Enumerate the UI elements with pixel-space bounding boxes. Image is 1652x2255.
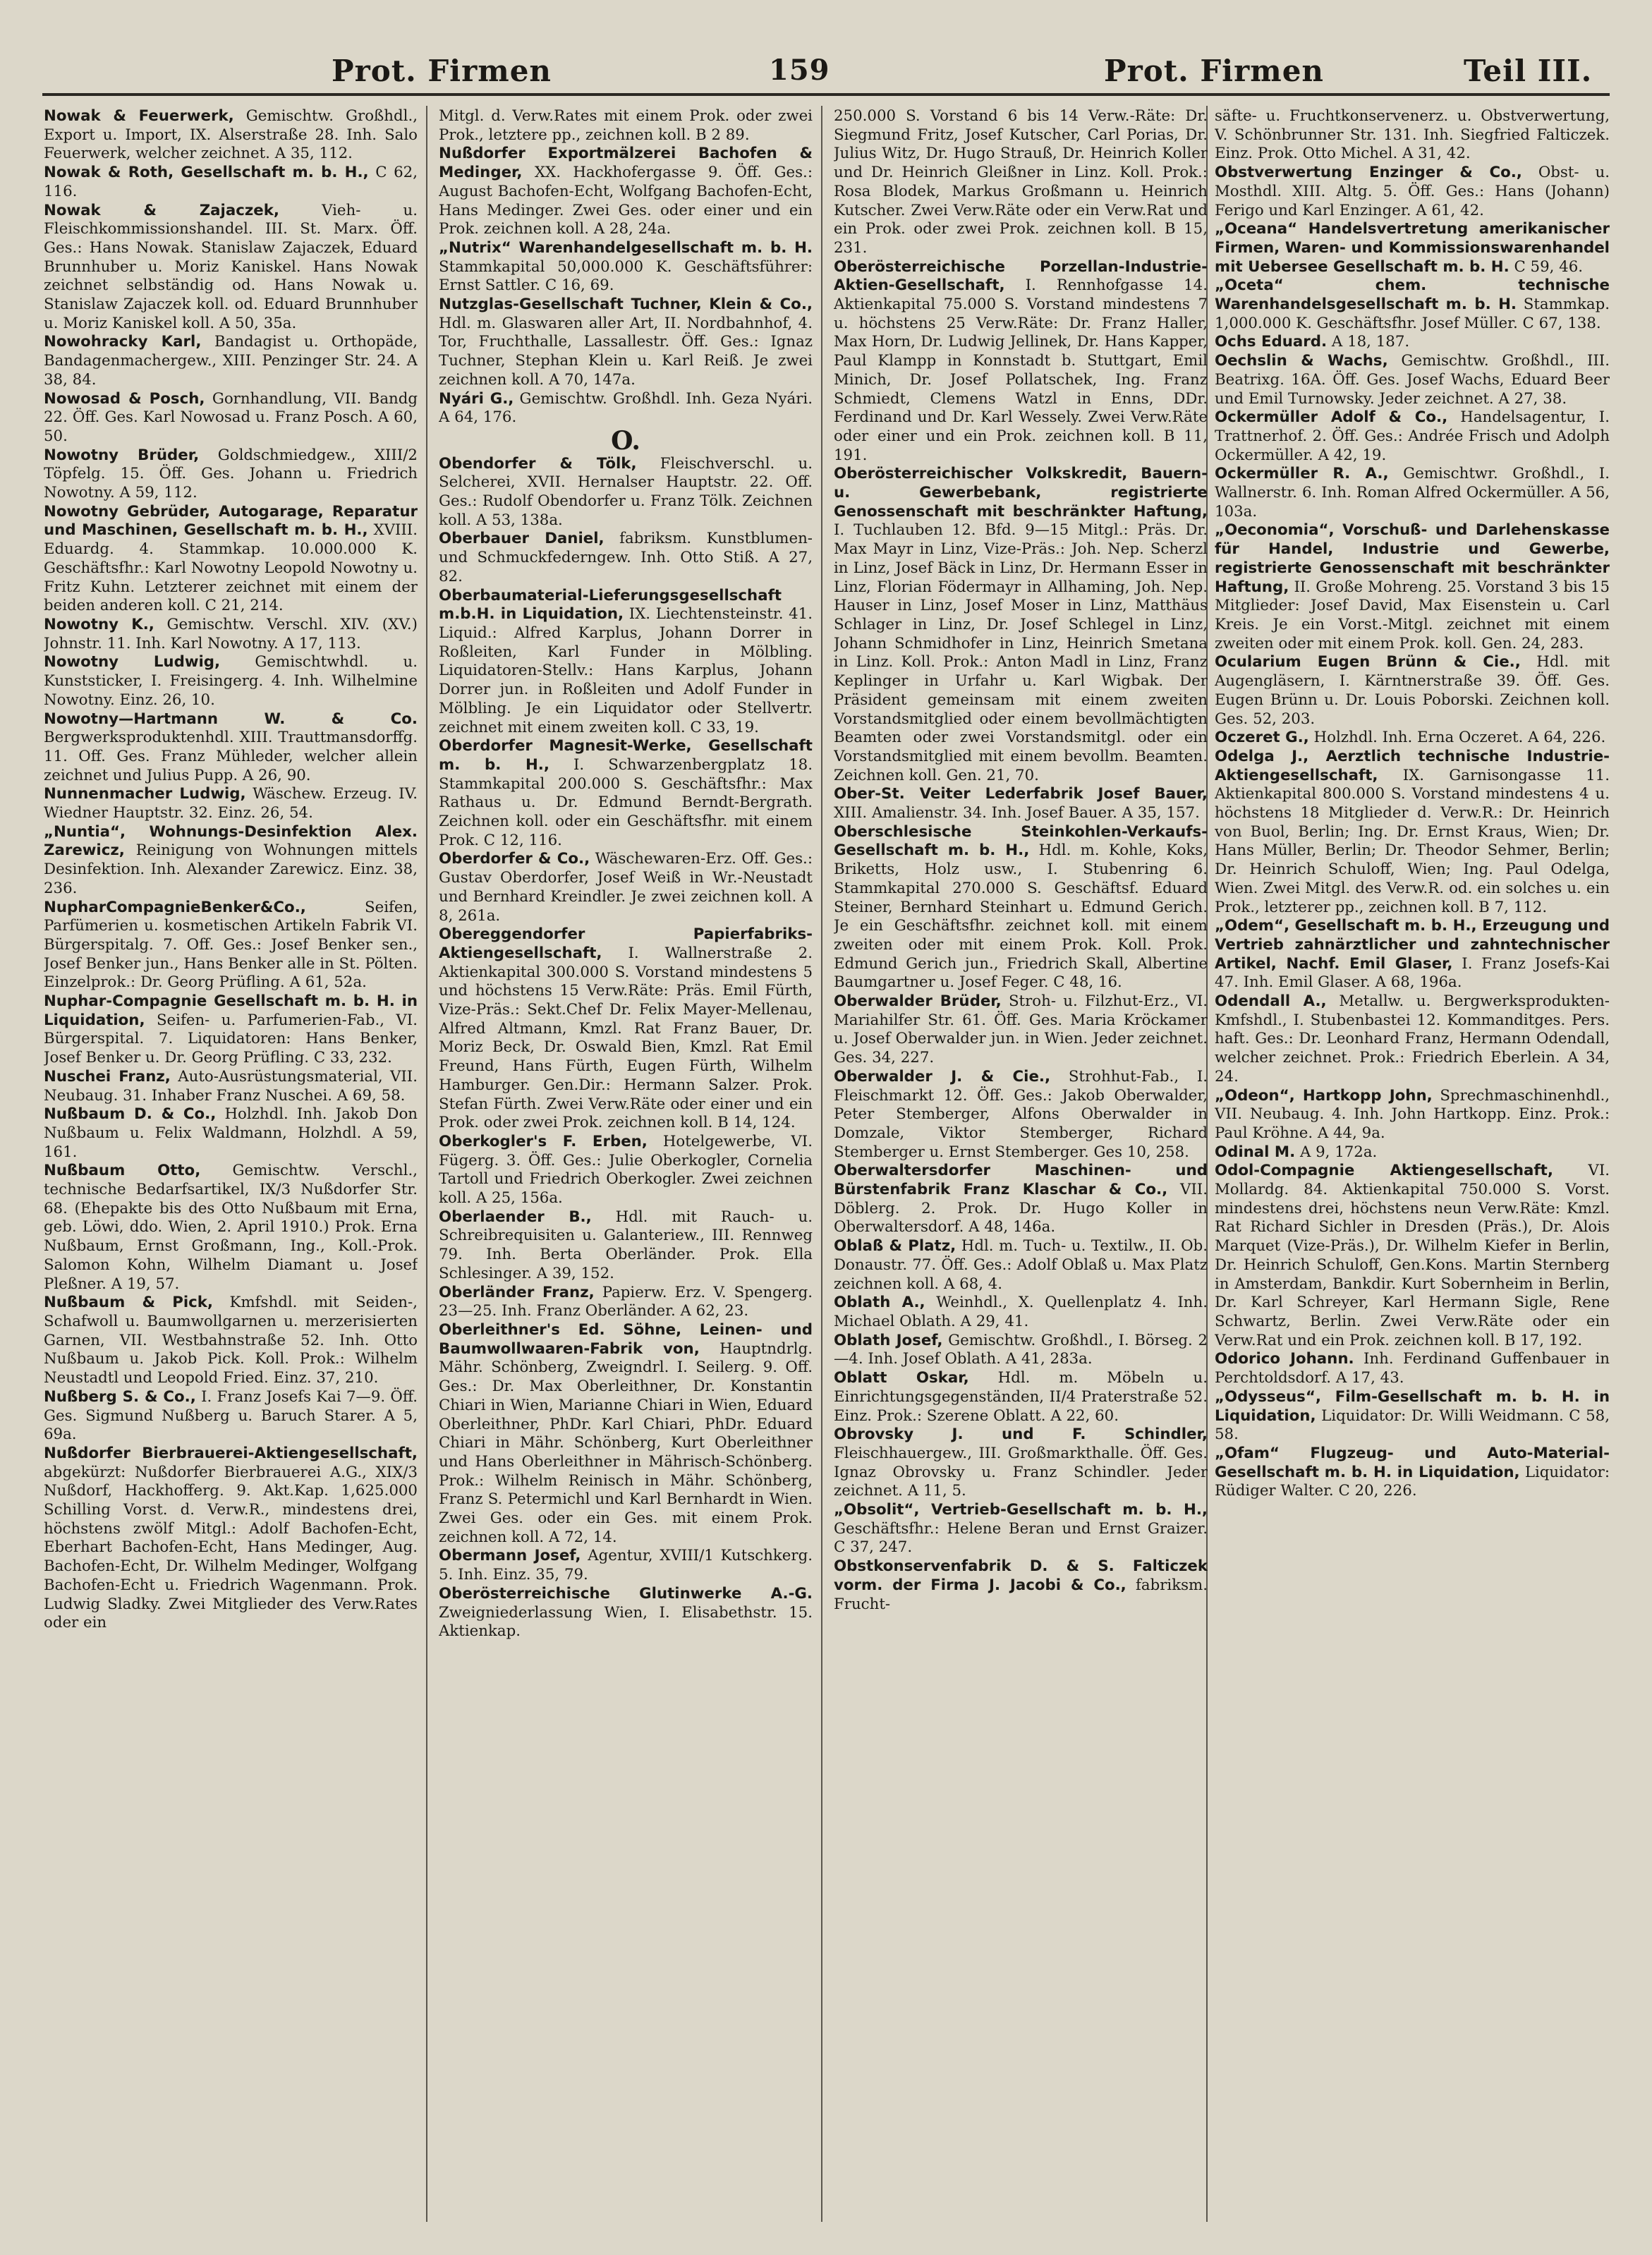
- directory-entry: [439, 1547, 813, 1584]
- entry-details: Gemischtw. Großhdl., I. Börseg. 2—4. Inh. Josef Oblath. A 41, 283a.: [834, 1331, 1208, 1368]
- entry-details: Gornhandlung, VII. Bandg 22. Öff. Ges. Karl Nowosad u. Franz Posch. A 60, 50.: [44, 389, 418, 445]
- entry-details: Stroh- u. Filzhut-Erz., VI. Mariahilfer Str. 61. Öff. Ges. Maria Kröckamer u. Josef Oberwalder jun. in Wien. Jeder zeichnet. Ges. 34, 227.: [834, 992, 1208, 1067]
- directory-entry: [1215, 1445, 1610, 1501]
- directory-entry: [44, 616, 418, 653]
- directory-entry: [1215, 276, 1610, 333]
- directory-entry: [1215, 352, 1610, 408]
- firm-name: Oberbauer Daniel,: [439, 530, 605, 548]
- entry-details: Auto-Ausrüstungsmaterial, VII. Neubaug. 31. Inhaber Franz Nuschei. A 69, 58.: [44, 1067, 418, 1105]
- entry-details: abgekürzt: Nußdorfer Bierbrauerei A.G., XIX/3 Nußdorf, Hackhofferg. 9. Akt.Kap. 1,625.000 Schilling Vorst. d. Verw.R., mindestens drei, höchstens zwölf Mitgl.: Adolf Bachofen-Echt, Eberhart Bachofen-Echt, Hans Medinger, Aug. Bachofen-Echt, Dr. Wilhelm Medinger, Wolfgang Bachofen-Echt u. Friedrich Wagenmann. Prok. Ludwig Sladky. Zwei Mitglieder des Verw.Rates oder ein: [44, 1463, 418, 1632]
- entry-details: fabriksm. Frucht-: [834, 1576, 1208, 1613]
- firm-name: Obrovsky J. und F. Schindler,: [834, 1426, 1208, 1444]
- firm-name: Nußdorfer Exportmälzerei Bachofen & Medinger,: [439, 145, 813, 182]
- firm-name: Ockermüller R. A.,: [1215, 465, 1389, 483]
- firm-name: Oblaß & Platz,: [834, 1237, 956, 1256]
- directory-entry: [834, 258, 1208, 466]
- directory-entry: [439, 455, 813, 530]
- firm-name: Oberbaumaterial-Lieferungsgesellschaft m.b.H. in Liquidation,: [439, 586, 782, 624]
- entry-details: Stammkapital 50,000.000 K. Geschäftsführer: Ernst Sattler. C 16, 69.: [439, 257, 813, 295]
- directory-entry: [1215, 1087, 1610, 1143]
- directory-entry: [44, 653, 418, 710]
- entry-details: IX. Liechtensteinstr. 41. Liquid.: Alfred Karplus, Johann Dorrer in Roßleiten, Karl Funder in Mölbling. Liquidatoren-Stellv.: Hans Karplus, Johann Dorrer jun. in Roßleiten und Adolf Funder in Mölbling. Je ein Liquidator oder Stellvertr. zeichnet mit einem zweiten koll. C 33, 19.: [439, 605, 813, 736]
- entry-details: Gemischtw. Großhdl., Export u. Import, IX. Alserstraße 28. Inh. Salo Feuerwerk, welcher zeichnet. A 35, 112.: [44, 107, 418, 163]
- firm-name: Oberdorfer Magnesit-Werke, Gesellschaft m. b. H.,: [439, 737, 813, 774]
- directory-entry: [44, 107, 418, 164]
- entry-details: Hdl. m. Glaswaren aller Art, II. Nordbahnhof, 4. Tor, Fruchthalle, Lassallestr. Öff. Ges.: Ignaz Tuchner, Stephan Klein u. Karl Reiß. Je zwei zeichnen koll. A 70, 147a.: [439, 314, 813, 389]
- directory-entry: [1215, 107, 1610, 164]
- directory-entry: [439, 737, 813, 850]
- entry-details: fabriksm. Kunstblumen- und Schmuckfederngew. Inh. Otto Stiß. A 27, 82.: [439, 530, 813, 585]
- firm-name: Nowotny Ludwig,: [44, 653, 221, 671]
- directory-entry: [834, 107, 1208, 258]
- directory-entry: [44, 1445, 418, 1633]
- entry-details: Wäschewaren-Erz. Off. Ges.: Gustav Oberdorfer, Josef Weiß in Wr.-Neustadt und Bernhard Kreindler. Je zwei zeichnen koll. A 8, 261a.: [439, 850, 813, 925]
- entry-details: Hdl. mit Rauch- u. Schreibrequisiten u. Galanteriew., III. Rennweg 79. Inh. Berta Oberländer. Prok. Ella Schlesinger. A 39, 152.: [439, 1208, 813, 1282]
- directory-entry: [834, 1068, 1208, 1162]
- entry-details: Hdl. m. Kohle, Koks, Briketts, Holz usw., I. Stubenring 6. Stammkapital 270.000 S. Geschäftsf. Eduard Steiner, Bernhard Steinhart u. Edmund Gerich. Je ein Geschäftsfhr. zeichnet koll. mit einem zweiten oder mit einem Prok. Koll. Prok. Edmund Gerich jun., Friedrich Skall, Albertine Baumgartner u. Josef Feger. C 48, 16.: [834, 841, 1208, 992]
- entry-details: VI. Mollardg. 84. Aktienkapital 750.000 S. Vorst. mindestens drei, höchstens neun Verw.Räte: Kmzl. Rat Richard Sichler in Dresden (Präs.), Dr. Alois Marquet (Vize-Präs.), Dr. Wilhelm Kiefer in Berlin, Dr. Heinrich Schuloff, Gen.Kons. Martin Sternberg in Amsterdam, Bankdir. Kurt Sobernheim in Berlin, Dr. Karl Schreyer, Karl Hermann Sigle, Rene Schwartz, Berlin. Zwei Verw.Räte oder ein Verw.Rat und ein Prok. zeichnen koll. B 17, 192.: [1215, 1162, 1610, 1349]
- firm-name: Oberdorfer & Co.,: [439, 850, 590, 868]
- entry-details: Geschäftsfhr.: Helene Beran und Ernst Graizer. C 37, 247.: [834, 1519, 1208, 1557]
- firm-name: Oberwalder Brüder,: [834, 992, 1002, 1011]
- directory-entry: [1215, 408, 1610, 465]
- firm-name: Oczeret G.,: [1215, 729, 1309, 747]
- directory-entry: [44, 1162, 418, 1294]
- entry-details: C 62, 116.: [44, 164, 418, 200]
- directory-entry: [1215, 1143, 1610, 1162]
- directory-entry: [834, 1557, 1208, 1614]
- header-right-title: Prot. Firmen: [1104, 54, 1324, 88]
- entry-details: Stammkap. 1,000.000 K. Geschäftsfhr. Josef Müller. C 67, 138.: [1215, 296, 1610, 332]
- entry-details: Fleischhauergew., III. Großmarkthalle. Öff. Ges. Ignaz Obrovsky u. Franz Schindler. Jeder zeichnet. A 11, 5.: [834, 1444, 1208, 1500]
- firm-name: Oberösterreichische Porzellan-Industrie-Aktien-Gesellschaft,: [834, 257, 1208, 295]
- entry-details: Hdl. m. Tuch- u. Textilw., II. Ob. Donaustr. 77. Öff. Ges.: Adolf Oblaß u. Max Platz zeichnen koll. A 68, 4.: [834, 1237, 1208, 1293]
- directory-entry: [44, 1294, 418, 1388]
- firm-name: Obendorfer & Tölk,: [439, 454, 637, 473]
- firm-name: Odol-Compagnie Aktiengesellschaft,: [1215, 1162, 1553, 1180]
- firm-name: Nunnenmacher Ludwig,: [44, 785, 246, 803]
- firm-name: Oberlaender B.,: [439, 1208, 592, 1226]
- entry-details: Gemischtwr. Großhdl., I. Wallnerstr. 6. Inh. Roman Alfred Ockermüller. A 56, 103a.: [1215, 465, 1610, 521]
- firm-name: Ocularium Eugen Brünn & Cie.,: [1215, 653, 1521, 671]
- firm-name: „Obsolit“, Vertrieb-Gesellschaft m. b. H.,: [834, 1501, 1208, 1519]
- entry-details: IX. Garnisongasse 11. Aktienkapital 800.000 S. Vorstand mindestens 4 u. höchstens 18 Mitglieder d. Verw.R.: Dr. Heinrich von Buol, Berlin; Ing. Dr. Ernst Kraus, Wien; Dr. Hans Müller, Berlin; Dr. Theodor Sehmer, Berlin; Dr. Heinrich Schuloff, Wien; Ing. Paul Odelga, Wien. Zwei Mitgl. des Verw.R. od. ein solches u. ein Prok., letzterer pp., zeichnen koll. B 7, 112.: [1215, 766, 1610, 916]
- firm-name: Nowak & Roth, Gesellschaft m. b. H.,: [44, 164, 369, 182]
- firm-name: „Oceta“ chem. technische Warenhandelsgesellschaft m. b. H.: [1215, 276, 1610, 314]
- directory-entry: [1215, 333, 1610, 352]
- entry-details: Handelsagentur, I. Trattnerhof. 2. Öff. Ges.: Andrée Frisch und Adolph Ockermüller. A 42, 19.: [1215, 408, 1610, 464]
- directory-entry: [1215, 164, 1610, 220]
- entry-details: Gemischtw. Großhdl., III. Beatrixg. 16A. Öff. Ges. Josef Wachs, Eduard Beer und Emil Turnowsky. Jeder zeichnet. A 27, 38.: [1215, 352, 1610, 408]
- firm-name: „Oceana“ Handelsvertretung amerikanischer Firmen, Waren- und Kommissionswarenhandel mit Uebersee Gesellschaft m. b. H.: [1215, 220, 1610, 276]
- firm-name: „Oeconomia“, Vorschuß- und Darlehenskasse für Handel, Industrie und Gewerbe, registrierte Genossenschaft mit beschränkter Haftung,: [1215, 521, 1610, 596]
- column-2: [439, 107, 813, 2216]
- firm-name: „Ofam“ Flugzeug- und Auto-Material-Gesellschaft m. b. H. in Liquidation,: [1215, 1444, 1610, 1481]
- entry-details: Vieh- u. Fleischkommissionshandel. III. St. Marx. Öff. Ges.: Hans Nowak. Stanislaw Zajaczek, Eduard Brunnhuber u. Moriz Kaniskel. Hans Nowak zeichnet selbständig od. Hans Nowak u. Stanislaw Zajaczek koll. od. Eduard Brunnhuber u. Moriz Kaniskel koll. A 50, 35a.: [44, 201, 418, 332]
- entry-details: Seifen- u. Parfumerien-Fab., VI. Bürgerspital. 7. Liquidatoren: Hans Benker, Josef Benker u. Dr. Georg Prüfling. C 33, 232.: [44, 1011, 418, 1067]
- entry-details: Reinigung von Wohnungen mittels Desinfektion. Inh. Alexander Zarewicz. Einz. 38, 236.: [44, 841, 418, 897]
- page-header: [0, 47, 1652, 96]
- firm-name: Oberkogler's F. Erben,: [439, 1132, 648, 1150]
- firm-name: Oberösterreichischer Volkskredit, Bauern- u. Gewerbebank, registrierte Genossenschaft mit beschränkter Haftung,: [834, 465, 1208, 521]
- directory-entry: [834, 1501, 1208, 1557]
- firm-name: Nowotny—Hartmann W. & Co.: [44, 710, 418, 728]
- entry-details: Mitgl. d. Verw.Rates mit einem Prok. oder zwei Prok., letztere pp., zeichnen koll. B 2 89.: [439, 107, 813, 144]
- entry-details: VII. Döblerg. 2. Prok. Dr. Hugo Koller in Oberwaltersdorf. A 48, 146a.: [834, 1181, 1208, 1236]
- directory-entry: [439, 1208, 813, 1284]
- directory-entry: [439, 1585, 813, 1641]
- entry-details: Liquidator: Rüdiger Walter. C 20, 226.: [1215, 1463, 1610, 1500]
- entry-details: Hauptndrlg. Mähr. Schönberg, Zweigndrl. I. Seilerg. 9. Off. Ges.: Dr. Max Oberleithner, Dr. Konstantin Chiari in Wien, Marianne Chiari in Wien, Eduard Oberleithner, PhDr. Karl Chiari, PhDr. Eduard Chiari in Mähr. Schönberg, Kurt Oberleithner und Hans Oberleithner in Mährisch-Schönberg. Prok.: Wilhelm Reinisch in Mähr. Schönberg, Franz S. Petermichl und Karl Bernhardt in Wien. Zwei Ges. oder ein Ges. mit einem Prok. zeichnen koll. A 72, 14.: [439, 1339, 813, 1546]
- firm-name: „Odem“, Gesellschaft m. b. H., Erzeugung und Vertrieb zahnärztlicher und zahntechnischer Artikel, Nachf. Emil Glaser,: [1215, 917, 1610, 973]
- column-1: [44, 107, 418, 2216]
- directory-entry: [1215, 748, 1610, 917]
- section-letter: O.: [611, 425, 640, 456]
- firm-name: Oberleithner's Ed. Söhne, Leinen- und Baumwollwaaren-Fabrik von,: [439, 1321, 813, 1358]
- entry-details: Gemischtwhdl. u. Kunststicker, I. Freisingerg. 4. Inh. Wilhelmine Nowotny. Einz. 26, 10.: [44, 653, 418, 709]
- directory-entry: [834, 1237, 1208, 1294]
- entry-details: Holzhdl. Inh. Jakob Don Nußbaum u. Felix Waldmann, Holzhdl. A 59, 161.: [44, 1105, 418, 1161]
- entry-details: Gemischtw. Großhdl. Inh. Geza Nyári. A 64, 176.: [439, 389, 813, 427]
- directory-entry: [44, 992, 418, 1068]
- directory-entry: [439, 390, 813, 427]
- entry-details: I. Rennhofgasse 14. Aktienkapital 75.000 S. Vorstand mindestens 7 u. höchstens 25 Verw.Räte: Dr. Franz Haller, Max Horn, Dr. Ludwig Jellinek, Dr. Hans Kapper, Paul Klampp in Konnstadt b. Stuttgart, Emil Minich, Dr. Josef Pollatschek, Ing. Franz Schmiedt, Clemens Watzl in Enns, DDr. Ferdinand und Dr. Karl Wessely. Zwei Verw.Räte oder einer und ein Prok. zeichnen koll. B 11, 191.: [834, 276, 1208, 464]
- firm-name: Ockermüller Adolf & Co.,: [1215, 408, 1448, 427]
- directory-entry: [44, 823, 418, 899]
- entry-details: C 59, 46.: [1509, 257, 1584, 276]
- directory-entry: [44, 390, 418, 446]
- firm-name: Nowosad & Posch,: [44, 389, 205, 408]
- entry-details: Metallw. u. Bergwerksprodukten-Kmfshdl., I. Stubenbastei 12. Kommanditges. Pers. haft. Ges.: Dr. Leonhard Franz, Hermann Odendall, welcher zeichnet. Prok.: Friedrich Eberlein. A 34, 24.: [1215, 992, 1610, 1086]
- firm-name: Odorico Johann.: [1215, 1350, 1354, 1368]
- directory-entry: [834, 465, 1208, 785]
- directory-entry: [44, 785, 418, 822]
- directory-entry: [439, 1321, 813, 1547]
- entry-details: Agentur, XVIII/1 Kutschkerg. 5. Inh. Einz. 35, 79.: [439, 1547, 813, 1584]
- entry-details: Hotelgewerbe, VI. Fügerg. 3. Öff. Ges.: Julie Oberkogler, Cornelia Tartoll und Friedrich Oberkogler. Zwei zeichnen koll. A 25, 156a.: [439, 1132, 813, 1208]
- firm-name: Oberwalder J. & Cie.,: [834, 1067, 1051, 1086]
- directory-entry: [834, 1332, 1208, 1369]
- directory-entry: [1215, 1350, 1610, 1387]
- entry-details: Hdl. mit Augengläsern, I. Kärntnerstraße 39. Öff. Ges. Eugen Brünn u. Dr. Louis Poborski. Zeichnen koll. Ges. 52, 203.: [1215, 653, 1610, 728]
- firm-name: „Nuntia“, Wohnungs-Desinfektion Alex. Zarewicz,: [44, 822, 418, 860]
- directory-entry: [1215, 729, 1610, 748]
- firm-name: Nuphar-Compagnie Gesellschaft m. b. H. in Liquidation,: [44, 992, 418, 1029]
- firm-name: Nowotny K.,: [44, 615, 154, 633]
- page-number: 159: [769, 54, 830, 87]
- directory-entry: [439, 530, 813, 586]
- firm-name: Oblatt Oskar,: [834, 1369, 969, 1387]
- directory-entry: [1215, 1162, 1610, 1350]
- firm-name: Oechslin & Wachs,: [1215, 352, 1388, 370]
- entry-details: Weinhdl., X. Quellenplatz 4. Inh. Michael Oblath. A 29, 41.: [834, 1294, 1208, 1330]
- entry-details: Holzhdl. Inh. Erna Oczeret. A 64, 226.: [1308, 729, 1606, 747]
- firm-name: Nußbaum Otto,: [44, 1162, 201, 1180]
- entry-details: XIII. Amalienstr. 34. Inh. Josef Bauer. A 35, 157.: [834, 804, 1200, 822]
- entry-details: Strohhut-Fab., I. Fleischmarkt 12. Öff. Ges.: Jakob Oberwalder, Peter Stemberger, Alfons Oberwalder in Domzale, Viktor Stemberger, Richard Stemberger u. Ernst Stemberger. Ges 10, 258.: [834, 1067, 1208, 1161]
- entry-details: I. Schwarzenbergplatz 18. Stammkapital 200.000 S. Geschäftsfhr.: Max Rathaus u. Dr. Edmund Berndt-Bergrath. Zeichnen koll. oder ein Geschäftsfhr. mit einem Prok. C 12, 116.: [439, 755, 813, 849]
- directory-entry: [44, 446, 418, 503]
- directory-entry: [439, 925, 813, 1133]
- directory-entry: [439, 587, 813, 738]
- directory-entry: [834, 1294, 1208, 1331]
- directory-entry: [834, 1162, 1208, 1237]
- directory-entry: [44, 1388, 418, 1445]
- firm-name: Oberwaltersdorfer Maschinen- und Bürstenfabrik Franz Klaschar & Co.,: [834, 1162, 1208, 1199]
- directory-entry: [44, 202, 418, 334]
- directory-entry: [44, 1105, 418, 1162]
- firm-name: Odelga J., Aerztlich technische Industrie-Aktiengesellschaft,: [1215, 747, 1610, 784]
- firm-name: NupharCompagnieBenker&Co.,: [44, 898, 306, 916]
- firm-name: Oberländer Franz,: [439, 1283, 595, 1301]
- firm-name: Ochs Eduard.: [1215, 333, 1328, 351]
- directory-entry: [1215, 521, 1610, 653]
- firm-name: Obstkonservenfabrik D. & S. Falticzek vorm. der Firma J. Jacobi & Co.,: [834, 1557, 1208, 1594]
- directory-entry: [439, 850, 813, 925]
- firm-name: „Odeon“, Hartkopp John,: [1215, 1086, 1433, 1105]
- entry-details: Gemischtw. Verschl. XIV. (XV.) Johnstr. 11. Inh. Karl Nowotny. A 17, 113.: [44, 615, 418, 652]
- firm-name: Oberschlesische Steinkohlen-Verkaufs-Gesellschaft m. b. H.,: [834, 822, 1208, 860]
- directory-entry: [834, 992, 1208, 1068]
- entry-details: Inh. Ferdinand Guffenbauer in Perchtoldsdorf. A 17, 43.: [1215, 1350, 1610, 1387]
- directory-entry: [439, 1284, 813, 1321]
- directory-entry: [44, 503, 418, 616]
- firm-name: Odendall A.,: [1215, 992, 1327, 1011]
- directory-entry: [834, 1426, 1208, 1501]
- directory-entry: [1215, 1388, 1610, 1445]
- entry-details: Bergwerksproduktenhdl. XIII. Trauttmansdorffg. 11. Off. Ges. Franz Mühleder, welcher allein zeichnet und Julius Pupp. A 26, 90.: [44, 729, 418, 784]
- entry-details: Goldschmiedgew., XIII/2 Töpfelg. 15. Öff. Ges. Johann u. Friedrich Nowotny. A 59, 112.: [44, 446, 418, 502]
- firm-name: Nowotny Gebrüder, Autogarage, Reparatur und Maschinen, Gesellschaft m. b. H.,: [44, 502, 418, 540]
- firm-name: Nußdorfer Bierbrauerei-Aktiengesellschaft,: [44, 1444, 418, 1462]
- entry-details: Zweigniederlassung Wien, I. Elisabethstr. 15. Aktienkap.: [439, 1603, 813, 1641]
- entry-details: 250.000 S. Vorstand 6 bis 14 Verw.-Räte: Dr. Siegmund Fritz, Josef Kutscher, Carl Porias, Dr. Julius Witz, Dr. Hugo Strauß, Dr. Heinrich Koller und Dr. Heinrich Gleißner in Linz. Koll. Prok.: Rosa Blodek, Markus Großmann u. Heinrich Kutscher. Zwei Verw.Räte oder ein Verw.Rat und ein Prok. oder zwei Prok. zeichnen koll. B 15, 231.: [834, 107, 1208, 257]
- directory-entry: [44, 1068, 418, 1105]
- header-rule: [42, 93, 1610, 96]
- directory-entry: [44, 899, 418, 993]
- firm-name: „Nutrix“ Warenhandelgesellschaft m. b. H.: [439, 238, 813, 257]
- firm-name: Nowotny Brüder,: [44, 446, 200, 464]
- directory-entry: [44, 164, 418, 201]
- entry-details: A 18, 187.: [1327, 333, 1410, 351]
- directory-entry: [1215, 917, 1610, 992]
- header-left-title: Prot. Firmen: [332, 54, 552, 88]
- directory-entry: [834, 1369, 1208, 1426]
- firm-name: Nußberg S. & Co.,: [44, 1387, 196, 1406]
- firm-name: Oblath A.,: [834, 1294, 925, 1312]
- directory-entry: [439, 239, 813, 296]
- entry-details: I. Wallnerstraße 2. Aktienkapital 300.000 S. Vorstand mindestens 5 und höchstens 15 Verw.Räte: Präs. Emil Fürth, Vize-Präs.: Sekt.Chef Dr. Felix Mayer-Mellenau, Alfred Altmann, Kmzl. Rat Franz Bauer, Dr. Moriz Beck, Dr. Oswald Bien, Kmzl. Rat Emil Freund, Hans Fürth, Eugen Fürth, Wilhelm Hamburger. Gen.Dir.: Hermann Salzer. Prok. Stefan Fürth. Zwei Verw.Räte oder einer und ein Prok. oder zwei Prok. zeichnen koll. B 14, 124.: [439, 944, 813, 1132]
- firm-name: Nußbaum D. & Co.,: [44, 1105, 217, 1124]
- firm-name: Nowak & Feuerwerk,: [44, 107, 234, 125]
- column-divider: [426, 106, 427, 2222]
- directory-entry: [44, 710, 418, 786]
- firm-name: Nowak & Zajaczek,: [44, 201, 279, 219]
- entry-details: I. Franz Josefs Kai 7—9. Öff. Ges. Sigmund Nußberg u. Baruch Starer. A 5, 69a.: [44, 1387, 418, 1444]
- entry-details: Seifen, Parfümerien u. kosmetischen Artikeln Fabrik VI. Bürgerspitalg. 7. Off. Ges.: Josef Benker sen., Josef Benker jun., Hans Benker alle in St. Pölten. Einzelprok.: Dr. Georg Prüfling. A 61, 52a.: [44, 898, 418, 992]
- firm-name: Ober-St. Veiter Lederfabrik Josef Bauer,: [834, 785, 1208, 803]
- entry-details: Sprechmaschinenhdl., VII. Neubaug. 4. Inh. John Hartkopp. Einz. Prok.: Paul Kröhne. A 44, 9a.: [1215, 1086, 1610, 1142]
- directory-entry: [1215, 653, 1610, 729]
- directory-entry: [1215, 465, 1610, 521]
- entry-details: Kmfshdl. mit Seiden-, Schafwoll u. Baumwollgarnen u. merzerisierten Garnen, VII. Westbahnstraße 52. Inh. Otto Nußbaum u. Jakob Pick. Koll. Prok.: Wilhelm Neustadtl und Leopold Fried. Einz. 37, 210.: [44, 1294, 418, 1387]
- firm-name: Nowohracky Karl,: [44, 333, 202, 351]
- entry-details: XVIII. Eduardg. 4. Stammkap. 10.000.000 K. Geschäftsfhr.: Karl Nowotny Leopold Nowotny u. Fritz Kuhn. Letzterer zeichnet mit einem der beiden anderen koll. C 21, 214.: [44, 521, 418, 615]
- header-part-label: Teil III.: [1464, 54, 1593, 88]
- entry-details: I. Franz Josefs-Kai 47. Inh. Emil Glaser. A 68, 196a.: [1215, 954, 1610, 992]
- firm-name: Nutzglas-Gesellschaft Tuchner, Klein & Co.,: [439, 296, 813, 314]
- directory-entry: [439, 1133, 813, 1208]
- firm-name: Nyári G.,: [439, 389, 514, 408]
- column-4: [1215, 107, 1610, 2216]
- column-3: [834, 107, 1208, 2216]
- firm-name: Obereggendorfer Papierfabriks-Aktiengesellschaft,: [439, 925, 813, 962]
- entry-details: XX. Hackhofergasse 9. Öff. Ges.: August Bachofen-Echt, Wolfgang Bachofen-Echt, Hans Medinger. Zwei Ges. oder einer und ein Prok. zeichnen koll. A 28, 24a.: [439, 164, 813, 238]
- entry-details: A 9, 172a.: [1295, 1143, 1378, 1161]
- entry-details: Obst- u. Mosthdl. XIII. Altg. 5. Öff. Ges.: Hans (Johann) Ferigo und Karl Enzinger. A 61, 42.: [1215, 164, 1610, 219]
- entry-details: Wäschew. Erzeug. IV. Wiedner Hauptstr. 32. Einz. 26, 54.: [44, 785, 418, 822]
- directory-entry: [439, 145, 813, 239]
- firm-name: Obstverwertung Enzinger & Co.,: [1215, 164, 1522, 182]
- firm-name: „Odysseus“, Film-Gesellschaft m. b. H. in Liquidation,: [1215, 1387, 1610, 1425]
- firm-name: Odinal M.: [1215, 1143, 1296, 1161]
- entry-details: Gemischtw. Verschl., technische Bedarfsartikel, IX/3 Nußdorfer Str. 68. (Ehepakte bis des Otto Nußbaum mit Erna, geb. Löwi, ddo. Wien, 2. April 1910.) Prok. Erna Nußbaum, Ernst Großmann, Ing., Koll.-Prok. Salomon Kohn, Wilhelm Diamant u. Josef Pleßner. A 19, 57.: [44, 1162, 418, 1293]
- entry-details: I. Tuchlauben 12. Bfd. 9—15 Mitgl.: Präs. Dr. Max Mayr in Linz, Vize-Präs.: Joh. Nep. Scherzl in Linz, Josef Bäck in Linz, Dr. Hermann Esser in Linz, Florian Födermayr in Allhaming, Joh. Nep. Hauser in Linz, Josef Moser in Linz, Matthäus Schlager in Linz, Dr. Josef Schlegel in Linz, Johann Schmidhofer in Linz, Heinrich Smetana in Linz. Koll. Prok.: Anton Madl in Linz, Franz Keplinger in Urfahr u. Karl Wigbak. Der Präsident gemeinsam mit einem zweiten Vorstandsmitglied oder einem bevollmächtigten Beamten oder zwei Vorstandsmitgl. oder ein Vorstandsmitglied mit einem bevollm. Beamten. Zeichnen koll. Gen. 21, 70.: [834, 521, 1208, 784]
- directory-entry: [834, 785, 1208, 822]
- directory-entry: [1215, 992, 1610, 1087]
- entry-details: Liquidator: Dr. Willi Weidmann. C 58, 58.: [1215, 1406, 1610, 1444]
- firm-name: Nußbaum & Pick,: [44, 1294, 214, 1312]
- firm-name: Oberösterreichische Glutinwerke A.-G.: [439, 1584, 813, 1603]
- firm-name: Oblath Josef,: [834, 1331, 943, 1349]
- entry-details: II. Große Mohreng. 25. Vorstand 3 bis 15 Mitglieder: Josef David, Max Eisenstein u. Carl Kreis. Je ein Vorst.-Mitgl. zeichnet mit einem zweiten oder mit einem Prok. koll. Gen. 24, 283.: [1215, 578, 1610, 652]
- entry-details: Papierw. Erz. V. Spengerg. 23—25. Inh. Franz Oberländer. A 62, 23.: [439, 1283, 813, 1320]
- directory-entry: [44, 333, 418, 389]
- entry-details: säfte- u. Fruchtkonservenerz. u. Obstverwertung, V. Schönbrunner Str. 131. Inh. Siegfried Falticzek. Einz. Prok. Otto Michel. A 31, 42.: [1215, 107, 1610, 163]
- directory-entry: [1215, 220, 1610, 276]
- firm-name: Nuschei Franz,: [44, 1067, 171, 1086]
- directory-entry: [439, 107, 813, 145]
- directory-entry: [439, 296, 813, 390]
- directory-entry: [834, 823, 1208, 992]
- firm-name: Obermann Josef,: [439, 1547, 581, 1565]
- entry-details: Bandagist u. Orthopäde, Bandagenmachergew., XIII. Penzinger Str. 24. A 38, 84.: [44, 333, 418, 389]
- entry-details: Hdl. m. Möbeln u. Einrichtungsgegenständen, II/4 Praterstraße 52. Einz. Prok.: Szerene Oblatt. A 22, 60.: [834, 1369, 1208, 1425]
- column-divider: [821, 106, 822, 2222]
- entry-details: Fleischverschl. u. Selcherei, XVII. Hernalser Hauptstr. 22. Off. Ges.: Rudolf Obendorfer u. Franz Tölk. Zeichnen koll. A 53, 138a.: [439, 454, 813, 529]
